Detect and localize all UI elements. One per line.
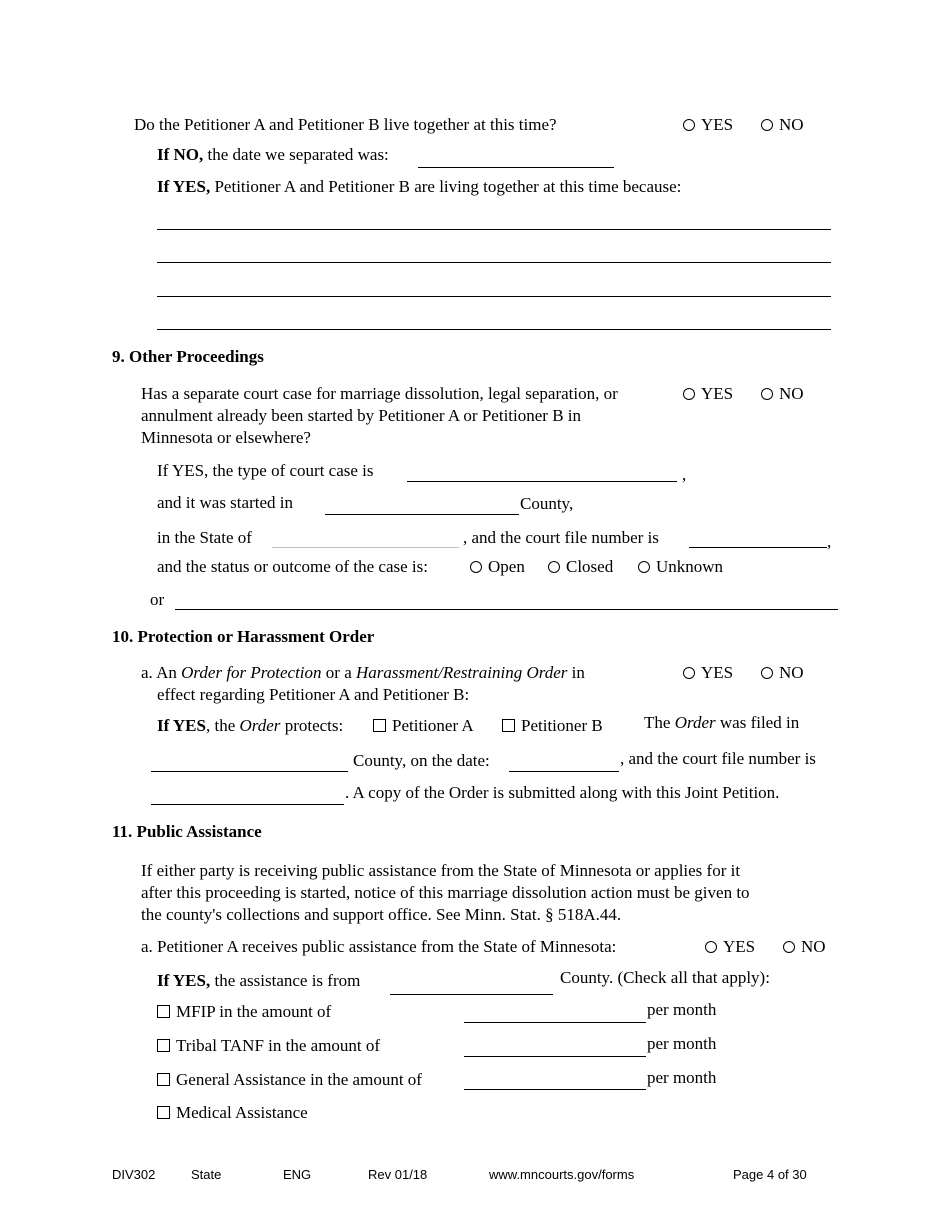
separation-date-field[interactable]	[418, 167, 614, 168]
reason-line-4[interactable]	[157, 329, 831, 330]
general-assistance-checkbox[interactable]: General Assistance in the amount of	[157, 1070, 422, 1090]
live-together-yes-radio[interactable]: YES	[683, 115, 733, 135]
radio-icon	[683, 119, 695, 131]
footer-revision: Rev 01/18	[368, 1167, 428, 1182]
case-type-comma: ,	[682, 465, 687, 484]
checkbox-icon	[157, 1106, 170, 1119]
status-open-radio[interactable]: Open	[470, 557, 525, 577]
order-question-line-1: a. An Order for Protection or a Harassment/Restraining Order in	[141, 663, 585, 682]
order-filed-label: The Order was filed in	[644, 713, 800, 732]
radio-icon	[761, 667, 773, 679]
order-county-field[interactable]	[151, 771, 348, 772]
radio-icon	[470, 561, 482, 573]
order-file-number-label: , and the court file number is	[620, 749, 816, 768]
case-file-number-field[interactable]	[689, 547, 827, 548]
or-label: or	[150, 590, 165, 609]
order-file-number-field[interactable]	[151, 804, 344, 805]
mfip-per-month: per month	[647, 1000, 717, 1019]
case-file-comma: ,	[827, 532, 832, 551]
footer-form-id: DIV302	[112, 1167, 156, 1182]
checkbox-icon	[157, 1073, 170, 1086]
footer-state: State	[191, 1167, 222, 1182]
case-state-label: in the State of	[157, 528, 252, 547]
checkbox-icon	[157, 1005, 170, 1018]
reason-line-1[interactable]	[157, 229, 831, 230]
footer-url[interactable]: www.mncourts.gov/forms	[489, 1167, 635, 1182]
assistance-yes-radio[interactable]: YES	[705, 937, 755, 957]
tribal-tanf-per-month: per month	[647, 1034, 717, 1053]
assistance-question: a. Petitioner A receives public assistance from the State of Minnesota:	[141, 937, 617, 956]
order-date-field[interactable]	[509, 771, 619, 772]
case-file-number-label: , and the court file number is	[463, 528, 659, 547]
case-status-label: and the status or outcome of the case is:	[157, 557, 428, 576]
mfip-amount-field[interactable]	[464, 1022, 646, 1023]
general-assistance-per-month: per month	[647, 1068, 717, 1087]
other-status-field[interactable]	[175, 609, 838, 610]
living-together-reason-label: If YES, Petitioner A and Petitioner B are living together at this time because:	[157, 177, 682, 196]
order-yes-radio[interactable]: YES	[683, 663, 733, 683]
order-question-line-2: effect regarding Petitioner A and Petitioner B:	[157, 685, 470, 704]
assistance-paragraph-2: after this proceeding is started, notice of this marriage dissolution action must be given to	[141, 883, 750, 902]
reason-line-2[interactable]	[157, 262, 831, 263]
live-together-no-radio[interactable]: NO	[761, 115, 804, 135]
tribal-tanf-amount-field[interactable]	[464, 1056, 646, 1057]
status-unknown-radio[interactable]: Unknown	[638, 557, 723, 577]
live-together-question: Do the Petitioner A and Petitioner B live together at this time?	[134, 115, 557, 134]
separation-date-label: If NO, the date we separated was:	[157, 145, 389, 164]
radio-icon	[705, 941, 717, 953]
section-9-heading: 9. Other Proceedings	[112, 347, 264, 366]
status-closed-radio[interactable]: Closed	[548, 557, 613, 577]
other-proceedings-question-2: annulment already been started by Petitioner A or Petitioner B in	[141, 406, 582, 425]
reason-line-3[interactable]	[157, 296, 831, 297]
case-type-field[interactable]	[407, 481, 677, 482]
footer-language: ENG	[283, 1167, 312, 1182]
other-proceedings-question-1: Has a separate court case for marriage dissolution, legal separation, or	[141, 384, 618, 403]
order-county-date-label: County, on the date:	[353, 751, 490, 770]
assistance-county-field[interactable]	[390, 994, 553, 995]
medical-assistance-checkbox[interactable]: Medical Assistance	[157, 1103, 308, 1123]
case-started-label: and it was started in	[157, 493, 293, 512]
order-no-radio[interactable]: NO	[761, 663, 804, 683]
radio-icon	[683, 388, 695, 400]
order-protects-label: If YES, the Order protects:	[157, 716, 344, 735]
radio-icon	[761, 119, 773, 131]
case-county-label: County,	[520, 494, 574, 513]
mfip-checkbox[interactable]: MFIP in the amount of	[157, 1002, 331, 1022]
assistance-paragraph-1: If either party is receiving public assistance from the State of Minnesota or applies for it	[141, 861, 741, 880]
other-proceedings-yes-radio[interactable]: YES	[683, 384, 733, 404]
tribal-tanf-checkbox[interactable]: Tribal TANF in the amount of	[157, 1036, 380, 1056]
radio-icon	[783, 941, 795, 953]
assistance-no-radio[interactable]: NO	[783, 937, 826, 957]
order-copy-statement: . A copy of the Order is submitted along with this Joint Petition.	[345, 783, 780, 802]
radio-icon	[683, 667, 695, 679]
case-county-field[interactable]	[325, 514, 519, 515]
checkbox-icon	[373, 719, 386, 732]
checkbox-icon	[502, 719, 515, 732]
radio-icon	[548, 561, 560, 573]
section-10-heading: 10. Protection or Harassment Order	[112, 627, 375, 646]
assistance-check-all-label: County. (Check all that apply):	[560, 968, 770, 987]
radio-icon	[761, 388, 773, 400]
footer-page-number: Page 4 of 30	[733, 1167, 807, 1182]
checkbox-icon	[157, 1039, 170, 1052]
protects-petitioner-a-checkbox[interactable]: Petitioner A	[373, 716, 474, 736]
assistance-paragraph-3: the county's collections and support office. See Minn. Stat. § 518A.44.	[141, 905, 622, 924]
protects-petitioner-b-checkbox[interactable]: Petitioner B	[502, 716, 603, 736]
radio-icon	[638, 561, 650, 573]
general-assistance-amount-field[interactable]	[464, 1089, 646, 1090]
case-type-label: If YES, the type of court case is	[157, 461, 374, 480]
other-proceedings-no-radio[interactable]: NO	[761, 384, 804, 404]
case-state-field[interactable]	[272, 547, 459, 548]
assistance-county-label: If YES, the assistance is from	[157, 971, 361, 990]
other-proceedings-question-3: Minnesota or elsewhere?	[141, 428, 311, 447]
section-11-heading: 11. Public Assistance	[112, 822, 262, 841]
